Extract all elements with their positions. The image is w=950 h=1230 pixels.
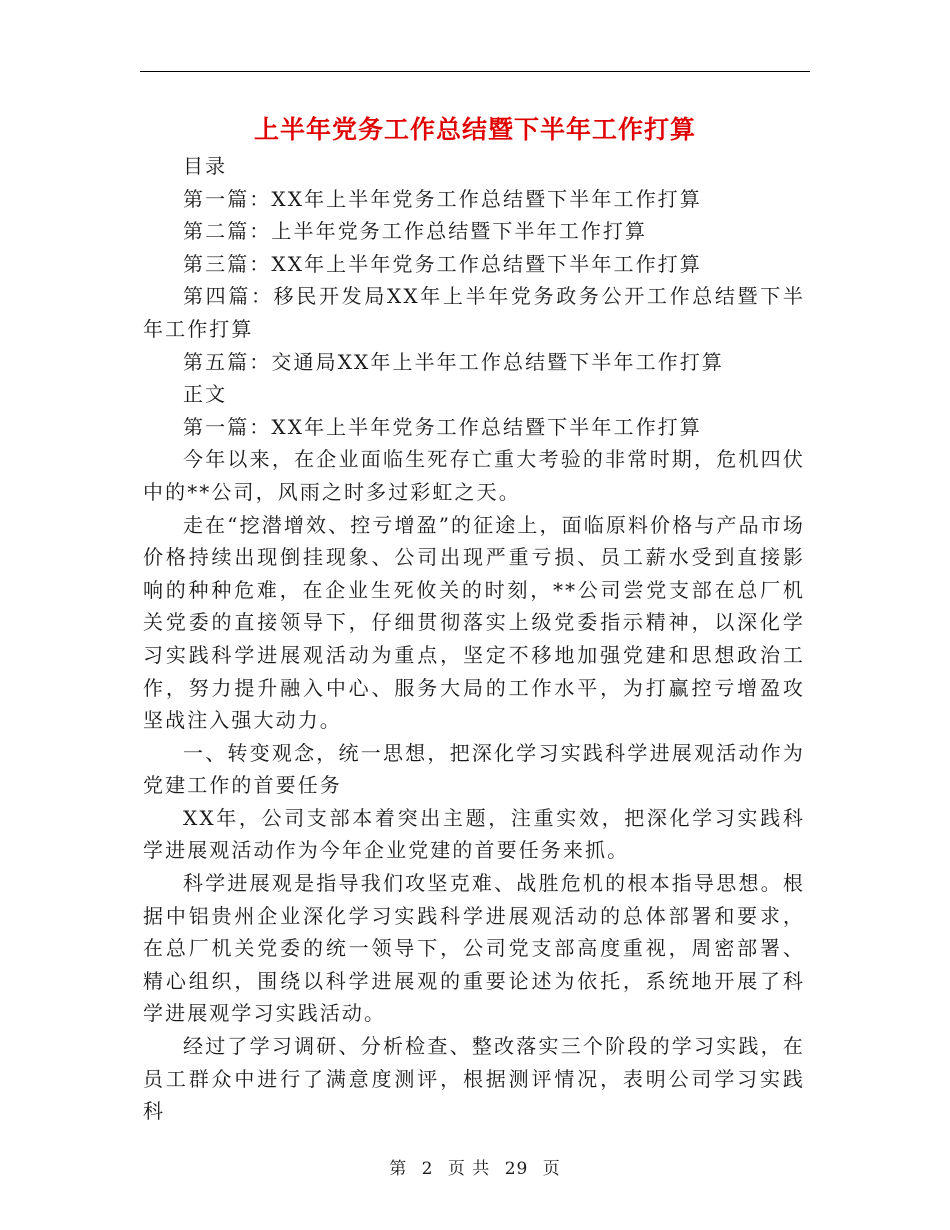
total-pages: 29	[504, 1159, 529, 1179]
page-suffix: 页	[542, 1159, 561, 1179]
page-number: 2	[421, 1159, 434, 1179]
page-prefix: 第	[389, 1159, 408, 1179]
page-footer	[0, 1154, 950, 1179]
body-heading: 正文	[183, 382, 228, 407]
toc-heading: 目录	[183, 154, 228, 178]
subsection-heading: 一、转变观念，统一思想，把深化学习实践科学进展观活动作为党建工作的首要任务	[143, 740, 805, 798]
header-rule	[140, 71, 810, 72]
paragraph: 经过了学习调研、分析检查、整改落实三个阶段的学习实践，在员工群众中进行了满意度测评，根据测评情况，表明公司学习实践科	[143, 1034, 805, 1124]
toc-item-1: 第一篇：XX年上半年党务工作总结暨下半年工作打算	[183, 186, 702, 211]
document-title: 上半年党务工作总结暨下半年工作打算	[253, 115, 696, 144]
toc-item-3: 第三篇：XX年上半年党务工作总结暨下半年工作打算	[183, 251, 702, 276]
paragraph: 科学进展观是指导我们攻坚克难、战胜危机的根本指导思想。根据中铝贵州企业深化学习实践科学进展观活动的总体部署和要求，在总厂机关党委的统一领导下，公司党支部高度重视，周密部署、精心组织，围绕以科学进展观的重要论述为依托，系统地开展了科学进展观学习实践活动。	[143, 871, 805, 1026]
paragraph: XX年，公司支部本着突出主题，注重实效，把深化学习实践科学进展观活动作为今年企业党建的首要任务来抓。	[143, 805, 805, 863]
paragraph: 走在“挖潜增效、控亏增盈”的征途上，面临原料价格与产品市场价格持续出现倒挂现象、公司出现严重亏损、员工薪水受到直接影响的种种危难，在企业生死攸关的时刻，**公司尝党支部在总厂机关党委的直接领导下，仔细贯彻落实上级党委指示精神，以深化学习实践科学进展观活动为重点，坚定不移地加强党建和思想政治工作，努力提升融入中心、服务大局的工作水平，为打赢控亏增盈攻坚战注入强大动力。	[143, 512, 805, 733]
toc-item-2: 第二篇：上半年党务工作总结暨下半年工作打算	[183, 219, 648, 244]
toc-item-5: 第五篇：交通局XX年上半年工作总结暨下半年工作打算	[183, 349, 724, 374]
paragraph: 今年以来，在企业面临生死存亡重大考验的非常时期，危机四伏中的**公司，风雨之时多过彩虹之天。	[143, 447, 805, 504]
document-body	[143, 150, 805, 1128]
section-heading: 第一篇：XX年上半年党务工作总结暨下半年工作打算	[183, 414, 702, 439]
page-middle: 页 共	[447, 1159, 491, 1179]
toc-item-4: 第四篇：移民开发局XX年上半年党务政务公开工作总结暨下半年工作打算	[143, 284, 805, 341]
